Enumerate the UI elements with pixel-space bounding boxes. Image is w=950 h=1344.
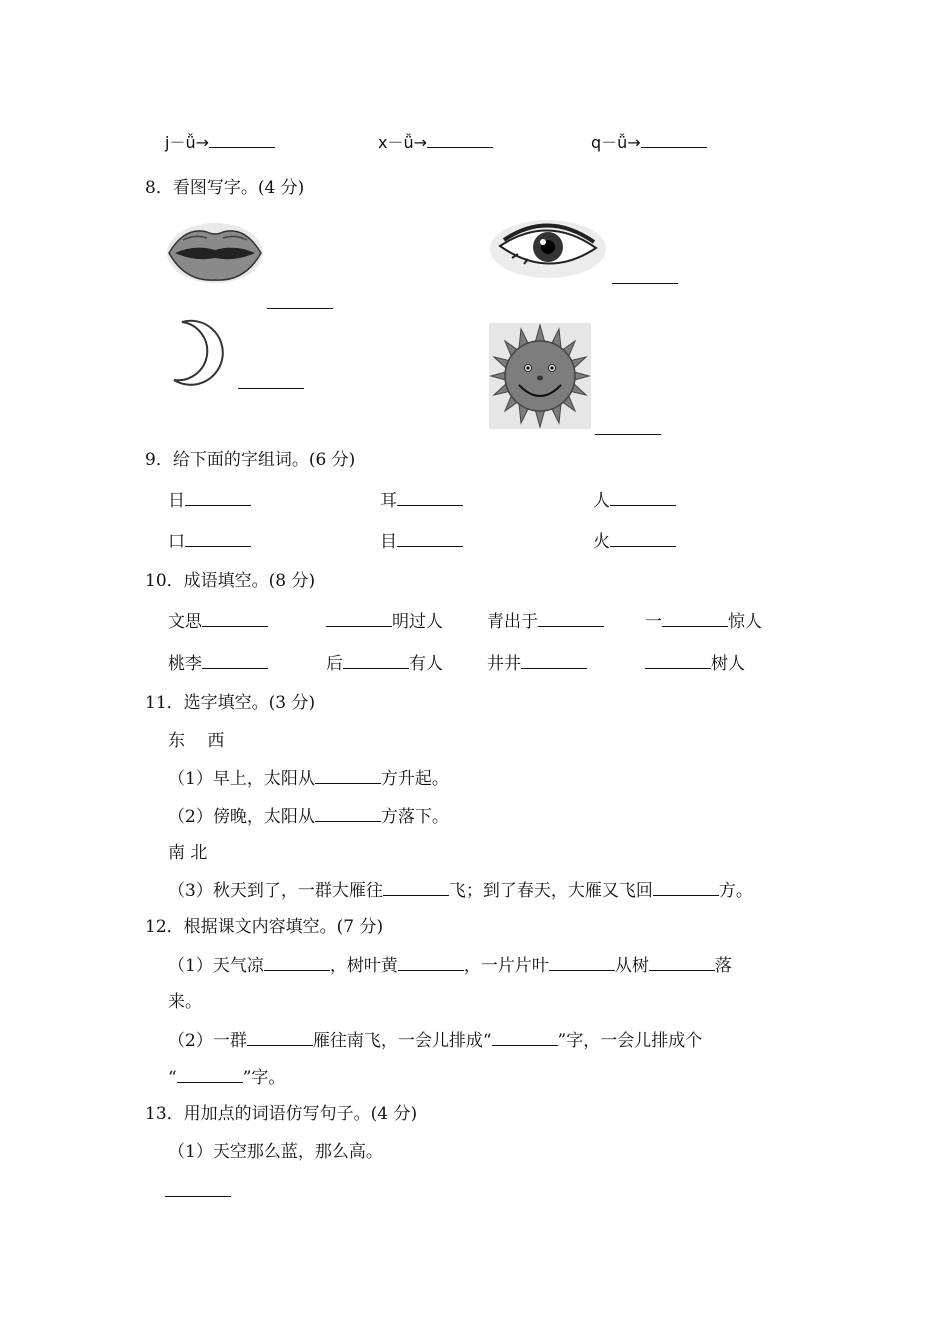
- answer-blank[interactable]: [610, 530, 676, 547]
- answer-blank-q13[interactable]: [165, 1196, 231, 1197]
- question-12-title: 12．根据课文内容填空。(7 分): [145, 917, 384, 937]
- answer-blank[interactable]: [326, 610, 392, 627]
- question-9-title: 9．给下面的字组词。(6 分): [145, 450, 356, 470]
- pinyin-q: q－ǚ→: [591, 131, 707, 154]
- answer-blank[interactable]: [398, 954, 464, 971]
- answer-blank[interactable]: [427, 131, 493, 148]
- choice-words: 南 北: [168, 843, 208, 863]
- answer-blank[interactable]: [209, 131, 275, 148]
- answer-blank-moon[interactable]: [238, 388, 304, 389]
- sentence-3: （3）秋天到了，一群大雁往 飞；到了春天，大雁又飞回 方。: [168, 881, 753, 901]
- answer-blank[interactable]: [185, 489, 251, 506]
- answer-blank[interactable]: [202, 610, 268, 627]
- answer-blank[interactable]: [202, 652, 268, 669]
- idiom-item: 桃李: [168, 652, 268, 675]
- answer-blank[interactable]: [610, 489, 676, 506]
- idiom-item: 一 惊人: [645, 612, 762, 632]
- answer-blank[interactable]: [549, 954, 615, 971]
- passage-line-2: 来。: [168, 992, 202, 1012]
- answer-blank[interactable]: [538, 610, 604, 627]
- answer-blank-eye[interactable]: [612, 283, 678, 284]
- answer-blank[interactable]: [653, 879, 719, 896]
- word-item: 火: [593, 530, 676, 553]
- moon-image: [168, 318, 236, 386]
- answer-blank[interactable]: [641, 131, 707, 148]
- passage-line-3: （2）一群 雁往南飞，一会儿排成“ ”字，一会儿排成个: [168, 1031, 703, 1051]
- answer-blank[interactable]: [315, 805, 381, 822]
- answer-blank-sun[interactable]: [595, 434, 661, 435]
- answer-blank[interactable]: [521, 652, 587, 669]
- answer-blank[interactable]: [383, 879, 449, 896]
- answer-blank[interactable]: [397, 489, 463, 506]
- answer-blank[interactable]: [397, 530, 463, 547]
- word-item: 目: [380, 530, 463, 553]
- idiom-item: 井井: [487, 652, 587, 675]
- answer-blank[interactable]: [264, 954, 330, 971]
- sentence-2: （2）傍晚，太阳从 方落下。: [168, 807, 449, 827]
- idiom-item: 树人: [645, 652, 745, 675]
- answer-blank[interactable]: [315, 767, 381, 784]
- answer-blank[interactable]: [662, 610, 728, 627]
- idiom-item: 后 有人: [326, 654, 443, 674]
- answer-blank-mouth[interactable]: [267, 308, 333, 309]
- mouth-image: [165, 220, 265, 286]
- question-11-title: 11．选字填空。(3 分): [145, 693, 316, 713]
- answer-blank[interactable]: [177, 1066, 243, 1083]
- choice-words: 东 西: [168, 731, 225, 751]
- word-item: 人: [593, 489, 676, 512]
- word-item: 口: [168, 530, 251, 553]
- pinyin-x: x－ǚ→: [378, 131, 493, 154]
- answer-blank[interactable]: [649, 954, 715, 971]
- idiom-item: 明过人: [326, 610, 443, 633]
- answer-blank[interactable]: [492, 1029, 558, 1046]
- word-item: 日: [168, 489, 251, 512]
- passage-line-1: （1）天气凉 ，树叶黄 ，一片片叶 从树 落: [168, 956, 732, 976]
- example-sentence: （1）天空那么蓝，那么高。: [168, 1142, 383, 1162]
- question-8-title: 8．看图写字。(4 分): [145, 178, 305, 198]
- question-10-title: 10．成语填空。(8 分): [145, 571, 316, 591]
- word-item: 耳: [380, 489, 463, 512]
- answer-blank[interactable]: [247, 1029, 313, 1046]
- answer-blank[interactable]: [343, 652, 409, 669]
- answer-blank[interactable]: [185, 530, 251, 547]
- idiom-item: 文思: [168, 610, 268, 633]
- pinyin-j: j－ǚ→: [165, 131, 275, 154]
- passage-line-4: “ ”字。: [168, 1068, 286, 1088]
- answer-blank[interactable]: [645, 652, 711, 669]
- sentence-1: （1）早上，太阳从 方升起。: [168, 769, 449, 789]
- idiom-item: 青出于: [487, 610, 604, 633]
- sun-image: [489, 323, 591, 429]
- question-13-title: 13．用加点的词语仿写句子。(4 分): [145, 1104, 418, 1124]
- eye-image: [488, 218, 608, 280]
